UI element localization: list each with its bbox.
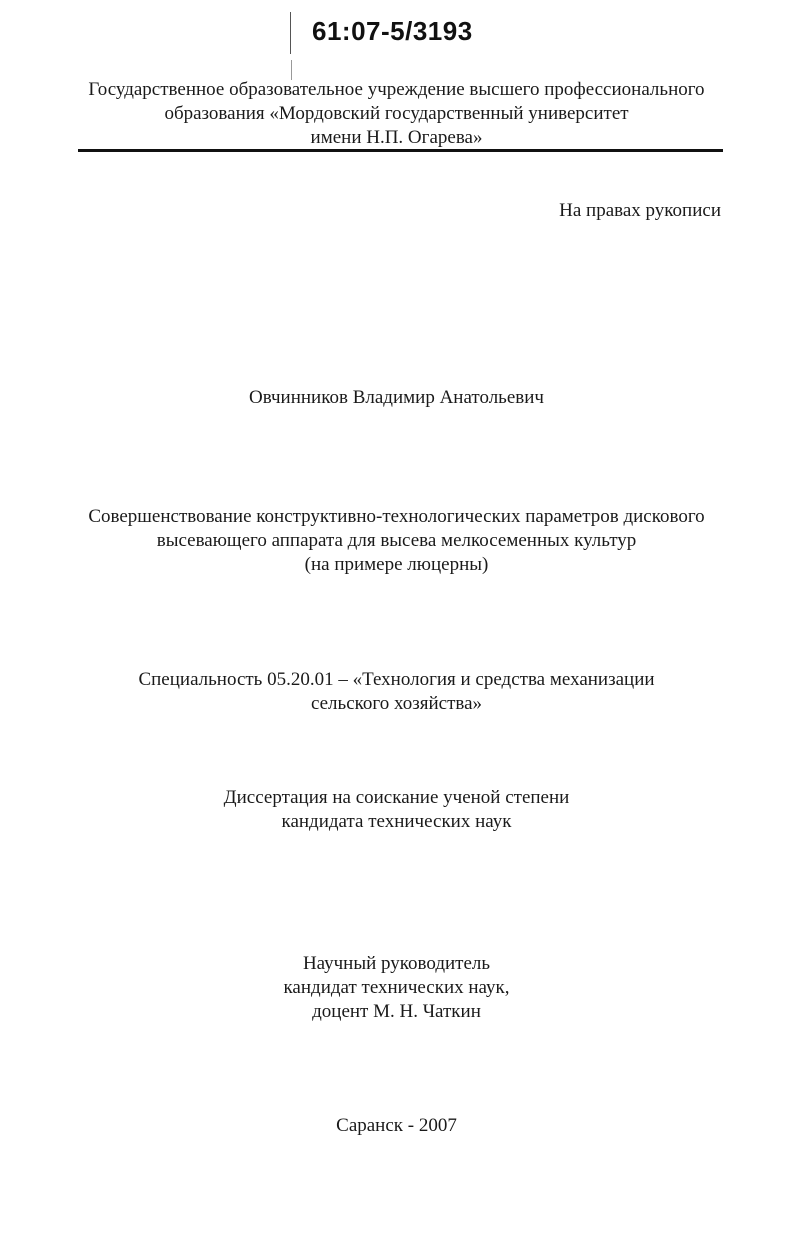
specialty — [0, 668, 793, 716]
supervisor-line-3: доцент М. Н. Чаткин — [312, 1001, 481, 1022]
supervisor-block — [0, 952, 793, 1024]
supervisor-line-1: Научный руководитель — [302, 953, 491, 974]
manuscript-note: На правах рукописи — [559, 200, 721, 221]
institution-line-2: образования «Мордовский государственный университет — [164, 103, 629, 124]
specialty-line-1: Специальность 05.20.01 – «Технология и средства механизации — [138, 669, 655, 690]
title-line-1: Совершенствование конструктивно-технологических параметров дискового — [88, 506, 705, 527]
institution-line-3: имени Н.П. Огарева» — [310, 127, 483, 148]
place-and-year — [0, 1114, 793, 1138]
library-stamp-number: 61:07-5/3193 — [312, 16, 473, 46]
place-year-line: Саранск - 2007 — [336, 1115, 457, 1136]
institution-header — [0, 78, 793, 150]
degree-statement — [0, 786, 793, 834]
specialty-line-2: сельского хозяйства» — [310, 693, 483, 714]
supervisor-line-2: кандидат технических наук, — [283, 977, 510, 998]
title-line-2: высевающего аппарата для высева мелкосеменных культур — [156, 530, 637, 551]
dissertation-title — [0, 505, 793, 577]
scan-mark-line — [291, 60, 292, 80]
institution-line-1: Государственное образовательное учреждение высшего профессионального — [88, 79, 705, 100]
scan-mark-line — [290, 12, 291, 54]
author-line: Овчинников Владимир Анатольевич — [249, 387, 544, 408]
author-name — [0, 386, 793, 410]
header-divider — [78, 149, 723, 152]
degree-line-1: Диссертация на соискание ученой степени — [223, 787, 570, 808]
title-line-3: (на примере люцерны) — [304, 554, 489, 575]
degree-line-2: кандидата технических наук — [281, 811, 512, 832]
